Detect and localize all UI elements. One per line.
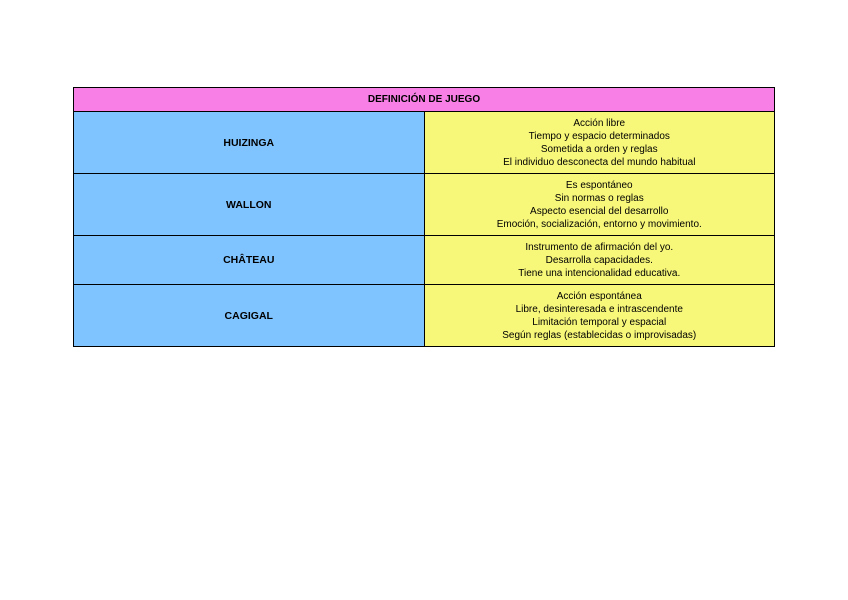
definition-line: Tiempo y espacio determinados [528,130,670,142]
definition-line: Acción libre [573,117,626,129]
definition-table [73,87,775,347]
table-row [74,236,775,285]
definition-line: Tiene una intencionalidad educativa. [518,267,681,279]
definition-cell [424,112,775,174]
definition-cell [424,174,775,236]
definition-line: Sometida a orden y reglas [540,143,658,155]
definition-line: Emoción, socialización, entorno y movimiento. [496,218,702,230]
table-row [74,112,775,174]
table-row [74,285,775,347]
table-header-row [74,88,775,112]
table-title: DEFINICIÓN DE JUEGO [74,88,775,112]
author-cell: HUIZINGA [74,112,425,174]
table-row [74,174,775,236]
definition-line: Sin normas o reglas [554,192,644,204]
definition-line: Es espontáneo [565,179,633,191]
author-cell: CAGIGAL [74,285,425,347]
author-cell: WALLON [74,174,425,236]
definition-line: Acción espontánea [556,290,642,302]
definition-cell [424,236,775,285]
definition-line: Limitación temporal y espacial [532,316,667,328]
definition-line: Desarrolla capacidades. [545,254,653,266]
definition-line: Libre, desinteresada e intrascendente [515,303,683,315]
definition-line: Aspecto esencial del desarrollo [530,205,669,217]
definition-line: Instrumento de afirmación del yo. [525,241,674,253]
definition-line: Según reglas (establecidas o improvisadas) [502,329,697,341]
definition-cell [424,285,775,347]
author-cell: CHÂTEAU [74,236,425,285]
definition-line: El individuo desconecta del mundo habitual [503,156,696,168]
